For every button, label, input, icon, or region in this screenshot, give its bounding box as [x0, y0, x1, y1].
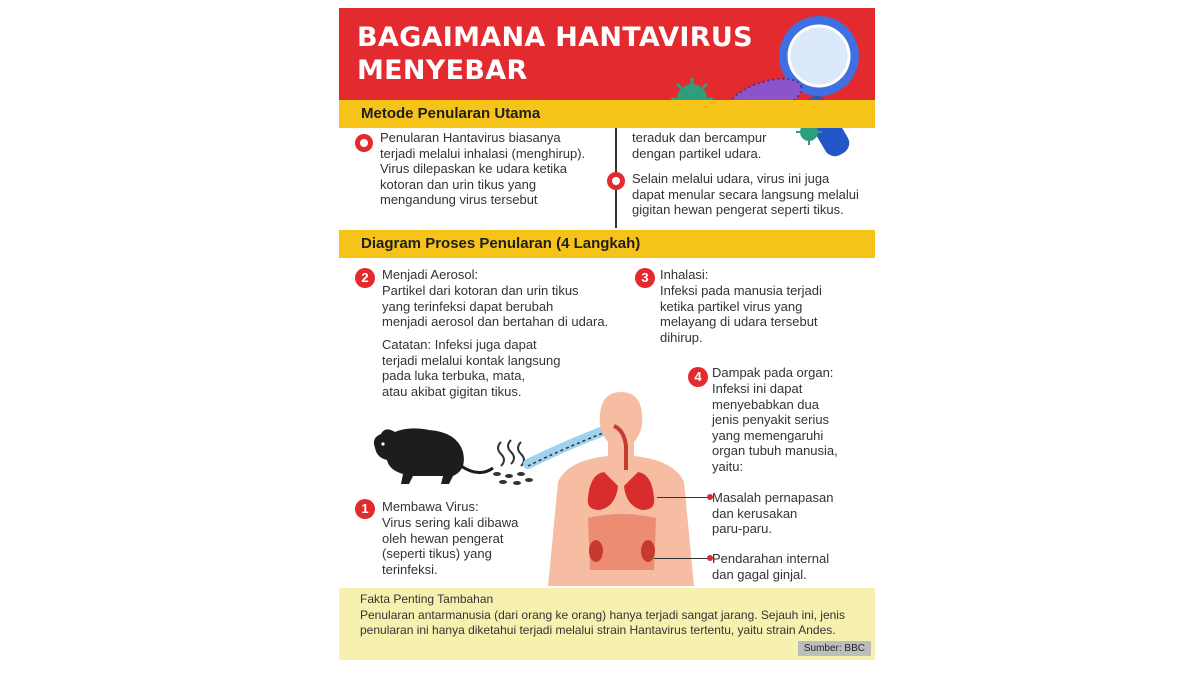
human-body-icon — [544, 386, 699, 591]
step-1-text: Virus sering kali dibawa oleh hewan pengerat (seperti tikus) yang terinfeksi. — [382, 515, 519, 577]
step-1-title: Membawa Virus: — [382, 499, 479, 514]
section-title-diagram: Diagram Proses Penularan (4 Langkah) — [361, 235, 641, 252]
step-2-badge: 2 — [355, 268, 375, 288]
rat-icon — [369, 418, 499, 490]
section-band-diagram — [339, 230, 875, 258]
page-title: BAGAIMANA HANTAVIRUS MENYEBAR — [357, 22, 753, 86]
effect-lungs: Masalah pernapasan dan kerusakan paru-paru. — [712, 490, 834, 536]
step-2-title: Menjadi Aerosol: — [382, 267, 479, 282]
effect-kidneys: Pendarahan internal dan gagal ginjal. — [712, 551, 830, 582]
pointer-line-lungs — [657, 497, 713, 498]
step-3-badge: 3 — [635, 268, 655, 288]
step-2-note: Catatan: Infeksi juga dapat terjadi melalui kontak langsung pada luka terbuka, mata, atau akibat gigitan tikus. — [382, 337, 561, 399]
fact-title: Fakta Penting Tambahan — [360, 592, 494, 606]
step-3-text: Infeksi pada manusia terjadi ketika partikel virus yang melayang di udara tersebut dihirup. — [660, 283, 822, 345]
method-point-inhalation: Penularan Hantavirus biasanya terjadi melalui inhalasi (menghirup). Virus dilepaskan ke udara ketika kotoran dan urin tikus yang mengandung virus tersebut — [380, 130, 586, 207]
step-1-badge: 1 — [355, 499, 375, 519]
section-title-methods: Metode Penularan Utama — [361, 105, 541, 122]
bullet-icon — [607, 172, 625, 190]
infographic — [339, 8, 875, 660]
step-4-badge: 4 — [688, 367, 708, 387]
bullet-icon — [355, 134, 373, 152]
method-point-inhalation-continued: teraduk dan bercampur dengan partikel udara. — [632, 130, 767, 161]
step-3-title: Inhalasi: — [660, 267, 709, 282]
pointer-line-kidneys — [654, 558, 712, 559]
source-label: Sumber: BBC — [798, 641, 871, 656]
section-band-methods — [339, 100, 875, 128]
step-4-title: Dampak pada organ: — [712, 365, 834, 380]
method-point-bite: Selain melalui udara, virus ini juga dapat menular secara langsung melalui gigitan hewan pengerat seperti tikus. — [632, 171, 859, 217]
fact-box — [339, 588, 875, 660]
step-4-text: Infeksi ini dapat menyebabkan dua jenis penyakit serius yang memengaruhi organ tubuh manusia, yaitu: — [712, 381, 838, 474]
fact-text: Penularan antarmanusia (dari orang ke orang) hanya terjadi sangat jarang. Sejauh ini, jenis penularan ini hanya diketahui terjadi melalui strain Hantavirus tertentu, yaitu strain Andes. — [360, 608, 845, 637]
step-2-text: Partikel dari kotoran dan urin tikus yang terinfeksi dapat berubah menjadi aerosol dan bertahan di udara. — [382, 283, 609, 329]
